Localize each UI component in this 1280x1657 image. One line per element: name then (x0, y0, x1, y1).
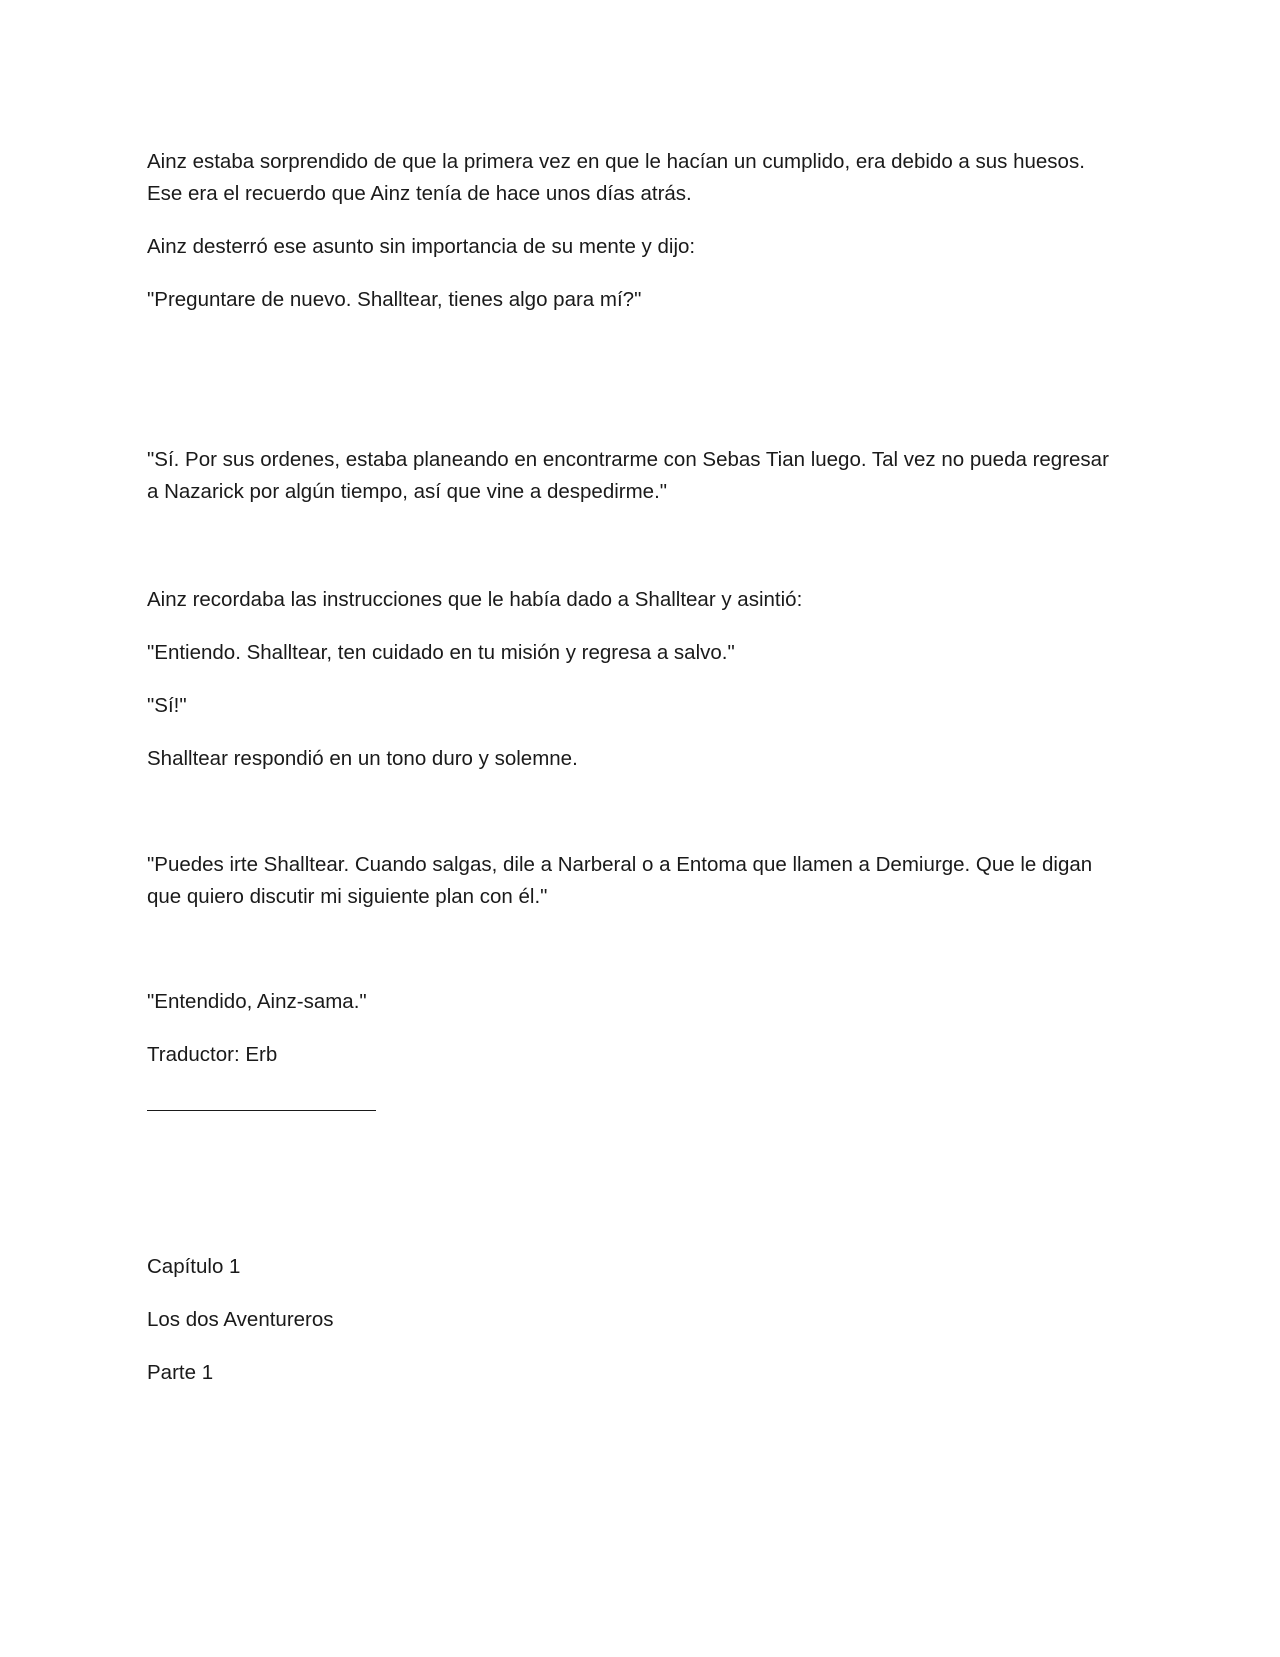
paragraph: Shalltear respondió en un tono duro y solemne. (147, 747, 578, 770)
paragraph: "Puedes irte Shalltear. Cuando salgas, dile a Narberal o a Entoma que llamen a Demiurge. Que le digan que quiero discutir mi siguiente plan con él." (147, 853, 1093, 908)
paragraph: "Preguntare de nuevo. Shalltear, tienes algo para mí?" (147, 288, 642, 311)
paragraph: "Sí. Por sus ordenes, estaba planeando en encontrarme con Sebas Tian luego. Tal vez no pueda regresar a Nazarick por algún tiempo, así que vine a despedirme." (147, 448, 1109, 503)
separator-line (147, 1110, 376, 1111)
paragraph: Ainz estaba sorprendido de que la primera vez en que le hacían un cumplido, era debido a sus huesos. Ese era el recuerdo que Ainz tenía de hace unos días atrás. (147, 150, 1085, 205)
paragraph: "Sí!" (147, 694, 187, 717)
chapter-part: Parte 1 (147, 1361, 214, 1384)
chapter-title: Los dos Aventureros (147, 1308, 334, 1331)
paragraph: Ainz desterró ese asunto sin importancia de su mente y dijo: (147, 235, 696, 258)
paragraph: "Entendido, Ainz-sama." (147, 990, 367, 1013)
translator-credit: Traductor: Erb (147, 1043, 278, 1066)
paragraph: "Entiendo. Shalltear, ten cuidado en tu misión y regresa a salvo." (147, 641, 735, 664)
paragraph: Ainz recordaba las instrucciones que le había dado a Shalltear y asintió: (147, 588, 803, 611)
chapter-number: Capítulo 1 (147, 1255, 241, 1278)
